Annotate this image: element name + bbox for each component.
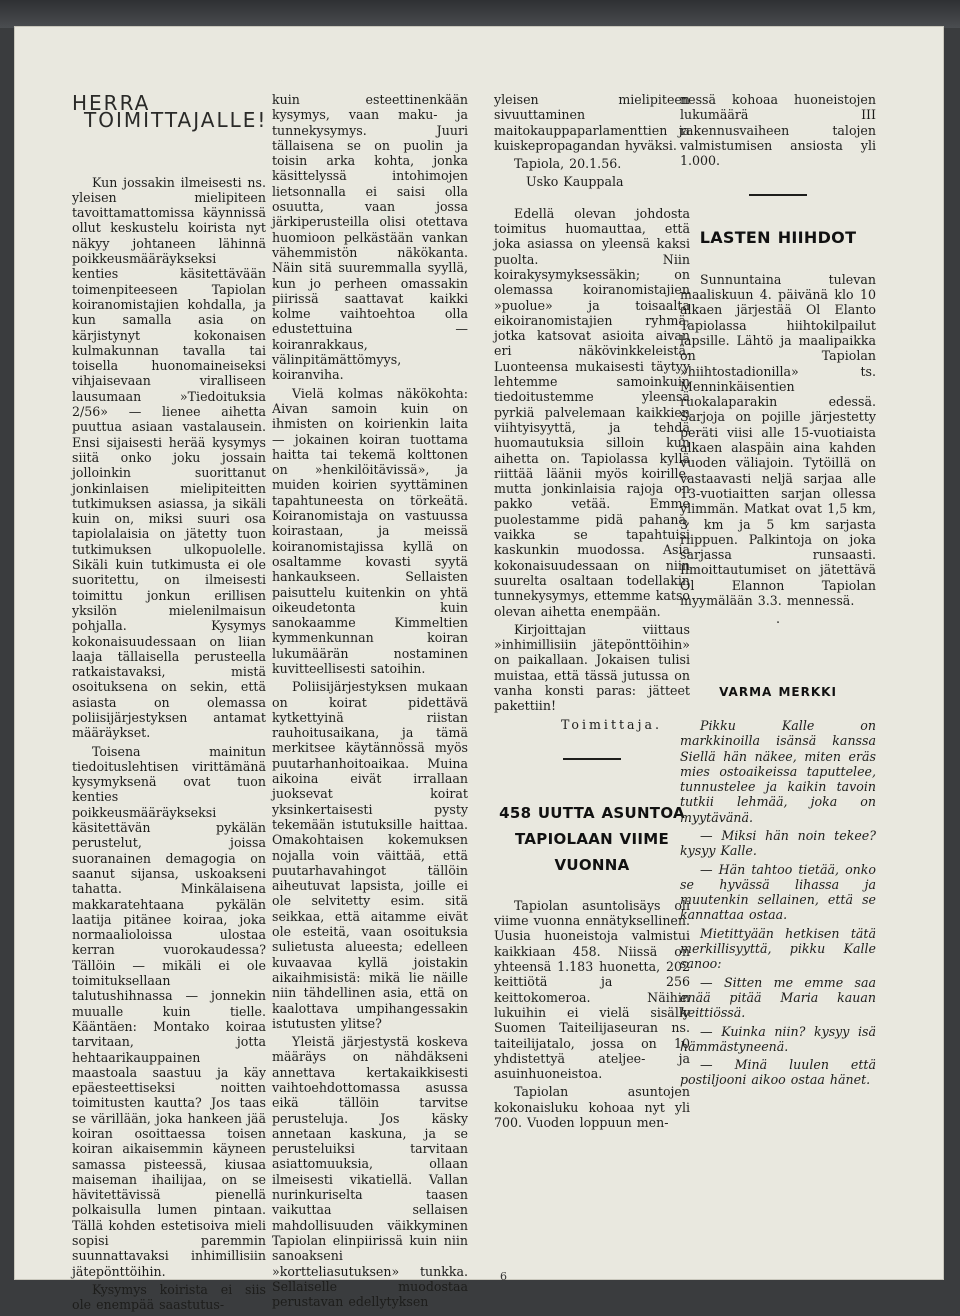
section-divider bbox=[749, 194, 807, 196]
housing-paragraph: Tapiolan asuntolisäys oli viime vuonna ennätyksellinen. Uusia huoneistoja valmistui kaikkiaan 458. Niissä on yhteensä 1.183 huonetta, 202 keittiötä ja 256 keittokomeroa. Näihin lukuihin ei vielä sisälly Suomen Taiteilijaseuran ns. taiteilijatalo, jossa on 10 yhdistettyä ateljee- ja asuinhuoneistoa. bbox=[494, 897, 690, 1082]
varma-paragraph: Pikku Kalle on markkinoilla isänsä kanssa Siellä hän näkee, miten eräs mies ostoaikeissa taputtelee, tunnustelee ja kaikin tavoin tutkii lehmää, joka on myytävänä. bbox=[680, 717, 876, 825]
letter-paragraph: kuin esteettinenkään kysymys, vaan maku- ja tunnekysymys. Juuri tällaisena se on puolin ja toisin arka kohta, jonka käsittelyssä intohimojen lietsonnalla ei saisi olla osuutta, vaan jossa järkiperusteilla olisi otettava huomioon pelkästään vankan vähemmistön näkökanta. Näin sitä suuremmalla syyllä, kun jo perheen omassakin piirissä saattavat kaikki kolme vaihtoehtoa olla edustettuina — koiranrakkaus, välinpitämättömyys, koiranviha. bbox=[272, 92, 468, 383]
letter-paragraph: Poliisijärjestyksen mukaan on koirat pidettävä kytkettyinä riistan rauhoitusaikana, ja tämä merkitsee käytännössä myös puutarhanhoitoaikaa. Muina aikoina eivät irrallaan juoksevat koirat yksinkertaisesti pysty tekemään istutuksille haittaa. Omakohtaisen kokemuksen nojalla voin väittää, että puutarhavahingot tällöin aiheutuvat lapsista, joille ei ole selvitetty esim. sitä seikkaa, että aitamme eivät ole esteitä, vaan osoituksia sulietusta alueesta; edelleen kuvaavaa kyllä joistakin aikaihmisistä: mikä lie näille niin tähdellinen asia, että on kaalottava umpihangessakin istutusten ylitse? bbox=[272, 679, 468, 1031]
section-divider bbox=[563, 758, 621, 760]
letter-author: Usko Kauppala bbox=[526, 174, 624, 190]
varma-paragraph: — Hän tahtoo tietää, onko se hyvässä lihassa ja muutenkin sellainen, että se kannattaa ostaa. bbox=[680, 861, 876, 923]
letter-column bbox=[72, 91, 268, 1316]
varma-paragraph: — Minä luulen että postiljooni aikoo ostaa hänet. bbox=[680, 1057, 876, 1088]
varma-paragraph: — Miksi hän noin tekee? kysyy Kalle. bbox=[680, 827, 876, 859]
varma-headline: VARMA MERKKI bbox=[719, 684, 837, 699]
letter-paragraph: Kysymys koirista ei siis ole enempää saastutus- bbox=[72, 1281, 266, 1313]
ski-paragraph: Sunnuntaina tulevan maaliskuun 4. päivänä klo 10 alkaen järjestää Ol Elanto Tapiolassa hiihtokilpailut lapsille. Lähtö ja maalipaikka on Tapiolan »hiihtostadionilla» ts. Menninkäisentien ruokalaparakin edessä. Sarjoja on pojille järjestetty peräti viisi alle 15-vuotiaista alkaen alaspäin aina kahden vuoden väliajoin. Tytöillä on vastaavasti neljä sarjaa alle 13-vuotiaitten sarjan ollessa ylimmän. Matkat ovat 1,5 km, 3 km ja 5 km sarjasta riippuen. Palkintoja on joka sarjassa runsaasti. Ilmoittautumiset on jätettävä Ol Elannon Tapiolan myymälään 3.3. mennessä. bbox=[680, 271, 876, 609]
housing-headline: 458 UUTTA ASUNTOA TAPIOLAAN VIIME VUONNA bbox=[499, 803, 685, 874]
letter-paragraph: Kun jossakin ilmeisesti ns. yleisen mielipiteen tavoittamattomissa käynnissä ollut keskustelu koirista nyt näkyy johtaneen lähinnä poikkeusmääräykseksi kenties käsitettävään toimenpiteeseen Tapiolan koiranomistajien kohdalla, ja kun samalla asia on kärjistynyt kokonaisen kulmakunnan tavalla tai toisella huonomaineiseksi vihjaisevaan viralliseen lausumaan »Tiedoituksia 2/56» — lienee aihetta puuttua asiaan vastalausein. Ensi sijaisesti herää kysymys siitä onko joku jossain jolloinkin suorittanut jonkinlaisen mielipiteitten tutkimuksen asiassa, ja sikäli kuin on, miksi suuri osa tapiolalaisia on jätetty tuon tutkimuksen ulkopuolelle. Sikäli kuin tutkimusta ei ole suoritettu, on ilmeisesti toimittu jonkun erillisen yksilön mielenilmaisun pohjalla. Kysymys kokonaisuudessaan on liian laaja tällaisella perusteella ratkaistavaksi, mistä osoituksena on sekin, että asiasta on olemassa poliisijärjestyksen antamat määräykset. bbox=[72, 174, 266, 741]
varma-paragraph: Mietittyään hetkisen tätä merkillisyyttä, pikku Kalle sanoo: bbox=[680, 925, 876, 972]
letter-column-3 bbox=[494, 92, 690, 1133]
housing-paragraph: Tapiolan asuntojen kokonaisluku kohoaa nyt yli 700. Vuoden loppuun men- bbox=[494, 1084, 690, 1131]
letter-column-2 bbox=[272, 92, 468, 1312]
housing-continued: nessä kohoaa huoneistojen lukumäärä III rakennusvaiheen talojen valmistumisen ansiosta yli 1.000. bbox=[680, 92, 876, 169]
letter-paragraph: Toisena mainitun tiedoituslehtisen virittämänä kysymyksenä ovat tuon kenties poikkeusmääräykseksi käsitettävän pykälän perustelut, joissa suoranainen demagogia on saanut sijansa, uskoakseni tahatta. Minkälaisena makkaratehtaana pykälän laatija pitänee koiraa, joka normaalioloissa ulostaa kerran vuorokaudessa? Tällöin — mikäli ei ole toimituksellaan talutushihnassa — jonnekin muualle kuin tielle. Kääntäen: Montako koiraa tarvitaan, jotta hehtaarikauppainen maastoala saastuu ja käy epäesteettiseksi noitten toimitusten kautta? Jos taas se värillään, joka hankeen jää koiran osoittaessa toisen koiran aikaisemmin käyneen samassa pisteessä, kiusaa maiseman ihailijaa, on se hävitettävissä pienellä polkaisulla lumen pintaan. Tällä kohden estetisoiva mieli sopisi paremmin suunnattavaksi inhimillisiin jätepönttöihin. bbox=[72, 743, 266, 1279]
right-column bbox=[680, 92, 876, 1091]
ski-end-mark: . bbox=[775, 611, 780, 627]
letter-place-date: Tapiola, 20.1.56. bbox=[514, 156, 622, 172]
ski-headline: LASTEN HIIHDOT bbox=[699, 228, 857, 248]
letter-paragraph: Yleistä järjestystä koskeva määräys on nähdäkseni annettava kertakaikkisesti vaihtoehdottomassa asussa eikä tällöin tarvitse perusteluja. Jos käsky annetaan kaskuna, ja se perusteluiksi tarvitaan asiattomuuksia, ollaan ilmeisesti vikatiellä. Vallan nurinkuriselta taasen vaikuttaa sellaisen mahdollisuuden väikkyminen Tapiolan elinpiirissä kuin niin sanoakseni »kortteliasutuksen» tunkka. Sellaiselle muodostaa perustavan edellytyksen bbox=[272, 1034, 468, 1310]
binding-shadow bbox=[0, 0, 960, 28]
varma-paragraph: — Kuinka niin? kysyy isä hämmästyneenä. bbox=[680, 1023, 876, 1054]
newspaper-page bbox=[14, 26, 944, 1313]
varma-paragraph: — Sitten me emme saa enää pitää Maria kauan keittiössä. bbox=[680, 974, 876, 1021]
letter-paragraph: yleisen mielipiteen sivuuttaminen maitokauppaparlamenttien ja kuiskepropagandan hyväksi. bbox=[494, 92, 690, 153]
editor-note: Kirjoittajan viittaus »inhimillisiin jätepönttöihin» on paikallaan. Jokaisen tulisi muistaa, että tässä jutussa on vanha konsti paras: jätteet pakettiin! bbox=[494, 621, 690, 714]
page-number: 6 bbox=[500, 1270, 507, 1283]
letter-title-line1: HERRA bbox=[72, 91, 151, 115]
editor-note: Edellä olevan johdosta toimitus huomauttaa, että joka asiassa on yleensä kaksi puolta. Niin koirakysymyksessäkin; on olemassa koiranomistajien »puolue» ja toisaalta eikoiranomistajien ryhmä, jotka katsovat asioita aivan eri näkövinkkeleistä. Luonteensa mukaisesti täytyy lehtemme samoinkuin tiedoitustemme yleensä pyrkiä palvelemaan kaikkien viihtyisyyttä, ja tehdä huomautuksia silloin kun aihetta on. Tapiolassa kyllä riittää läänii myös koirille, mutta jonkinlaisia rajoja on pakko vetää. Emme puolestamme pidä pahana, vaikka se tapahtuisi kaskunkin muodossa. Asia kokonaisuudessaan on niin suurelta osaltaan todellakin tunnekysymys, ettemme katso olevan aihetta enempään. bbox=[494, 205, 690, 619]
editor-signature: Toimittaja. bbox=[560, 716, 662, 732]
letter-title-line2: TOIMITTAJALLE! bbox=[84, 108, 268, 133]
letter-paragraph: Vielä kolmas näkökohta: Aivan samoin kuin on ihmisten on koirienkin laita — jokainen koiran tuottama haitta tai tekemä kolttonen on »henkilöitävissä», ja muiden koirien syyttäminen tapahtuneesta on törkeätä. Koiranomistaja on vastuussa koirastaan, ja meissä koiranomistajissa kyllä on osaltamme kovasti syytä hankaukseen. Sellaisten paisuttelu kuitenkin on yhtä oikeudetonta kuin sanokaamme Kimmeltien kymmenkunnan koiran lukumäärän nostaminen kuvitteellisesti satoihin. bbox=[272, 385, 468, 676]
